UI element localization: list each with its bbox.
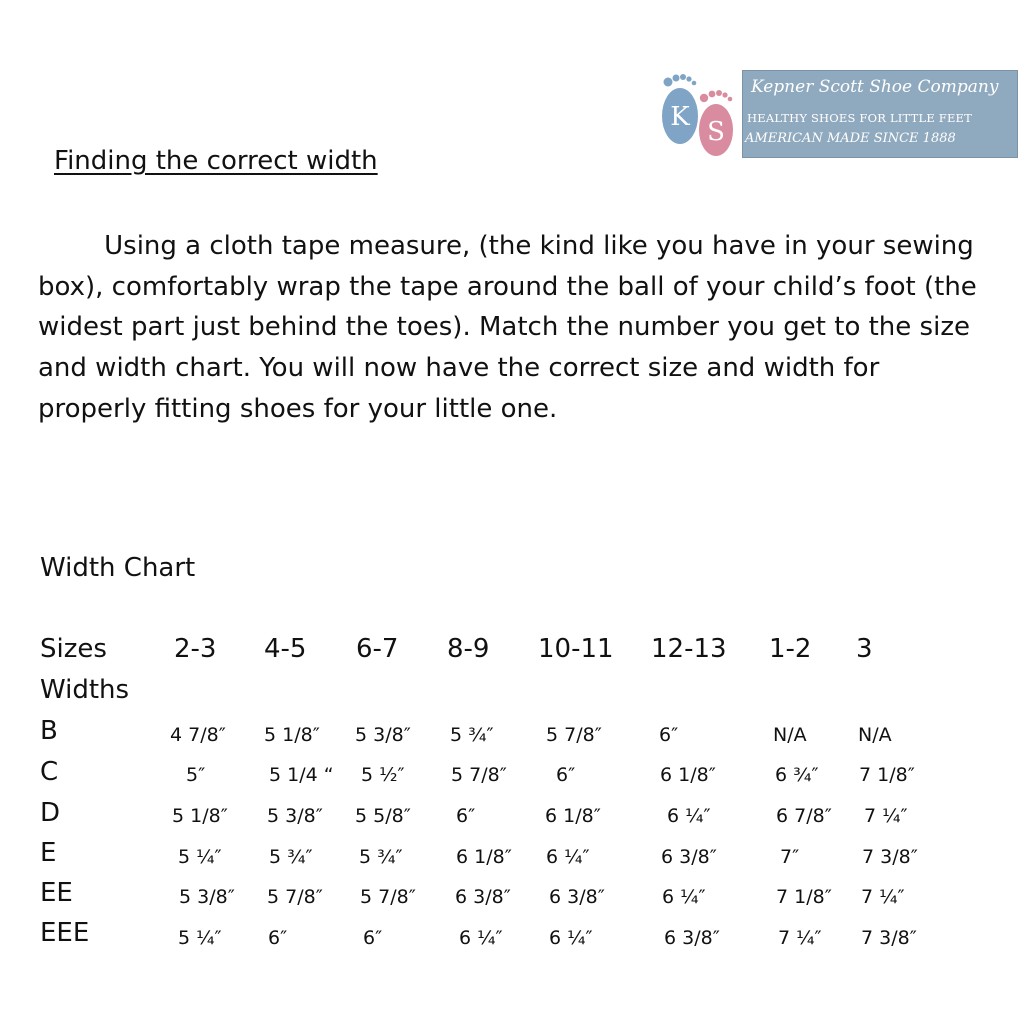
width-cell: 6 ¼″	[667, 805, 711, 827]
width-cell: 6 ¼″	[549, 927, 593, 949]
width-cell: 5 ¾″	[450, 724, 494, 746]
width-cell: 6 ¾″	[775, 764, 819, 786]
size-header: 1-2	[769, 634, 812, 664]
sizes-label: Sizes	[40, 634, 107, 664]
width-cell: 7 ¼″	[778, 927, 822, 949]
width-cell: 6″	[456, 805, 476, 827]
width-cell: 7 1/8″	[859, 764, 915, 786]
company-logo	[656, 68, 1018, 160]
width-cell: 7″	[780, 846, 800, 868]
size-header: 2-3	[174, 634, 217, 664]
width-cell: 5 1/8″	[264, 724, 320, 746]
width-cell: 7 1/8″	[776, 886, 832, 908]
width-cell: 5 5/8″	[355, 805, 411, 827]
width-cell: 6 ¼″	[546, 846, 590, 868]
width-cell: 5 3/8″	[355, 724, 411, 746]
width-cell: 6 1/8″	[660, 764, 716, 786]
size-header: 12-13	[651, 634, 727, 664]
width-cell: 5 7/8″	[546, 724, 602, 746]
width-cell: 6 3/8″	[455, 886, 511, 908]
width-name: EE	[40, 878, 73, 908]
width-name: C	[40, 757, 59, 787]
width-cell: 6″	[659, 724, 679, 746]
size-header: 8-9	[447, 634, 490, 664]
width-cell: 6 3/8″	[664, 927, 720, 949]
width-cell: 6 1/8″	[545, 805, 601, 827]
width-cell: 6″	[363, 927, 383, 949]
width-cell: 6 1/8″	[456, 846, 512, 868]
width-name: E	[40, 838, 57, 868]
width-cell: 5 ¾″	[359, 846, 403, 868]
width-cell: 6 ¼″	[459, 927, 503, 949]
width-cell: 5 7/8″	[267, 886, 323, 908]
width-cell: 5 ¾″	[269, 846, 313, 868]
width-cell: 4 7/8″	[170, 724, 226, 746]
width-cell: N/A	[773, 724, 807, 746]
width-cell: 5 7/8″	[451, 764, 507, 786]
width-cell: 5 7/8″	[360, 886, 416, 908]
logo-since: AMERICAN MADE SINCE 1888	[745, 131, 956, 146]
width-cell: 7 ¼″	[861, 886, 905, 908]
size-header: 10-11	[538, 634, 614, 664]
instructions-paragraph	[38, 226, 1024, 430]
baby-feet-icon	[656, 68, 740, 160]
paragraph-line: widest part just behind the toes). Match the number you get to the size	[38, 312, 970, 343]
page-heading: Finding the correct width	[54, 146, 378, 176]
width-name: EEE	[40, 918, 90, 948]
width-cell: 5″	[186, 764, 206, 786]
width-cell: 5 1/4 “	[269, 764, 334, 786]
width-cell: 5 1/8″	[172, 805, 228, 827]
width-chart-title: Width Chart	[40, 553, 196, 583]
logo-initial-s: S	[707, 117, 725, 147]
width-cell: 5 3/8″	[267, 805, 323, 827]
width-cell: 6 ¼″	[662, 886, 706, 908]
paragraph-line: and width chart. You will now have the correct size and width for	[38, 353, 880, 384]
width-cell: 5 ¼″	[178, 927, 222, 949]
size-header: 3	[856, 634, 873, 664]
width-cell: 6 3/8″	[661, 846, 717, 868]
logo-initial-k: K	[670, 102, 690, 132]
size-header: 4-5	[264, 634, 307, 664]
logo-company-name: Kepner Scott Shoe Company	[751, 77, 999, 97]
size-header: 6-7	[356, 634, 399, 664]
width-cell: 6″	[268, 927, 288, 949]
widths-label: Widths	[40, 675, 130, 705]
width-cell: 7 3/8″	[861, 927, 917, 949]
width-cell: N/A	[858, 724, 892, 746]
width-cell: 6″	[556, 764, 576, 786]
paragraph-line: properly fitting shoes for your little one.	[38, 393, 558, 424]
width-cell: 7 3/8″	[862, 846, 918, 868]
width-cell: 5 3/8″	[179, 886, 235, 908]
paragraph-line: Using a cloth tape measure, (the kind like you have in your sewing	[38, 231, 974, 261]
width-cell: 6 7/8″	[776, 805, 832, 827]
width-cell: 7 ¼″	[864, 805, 908, 827]
width-name: D	[40, 798, 61, 828]
width-cell: 6 3/8″	[549, 886, 605, 908]
logo-banner	[742, 70, 1018, 158]
width-cell: 5 ½″	[361, 764, 405, 786]
logo-tagline: HEALTHY SHOES FOR LITTLE FEET	[747, 111, 973, 125]
paragraph-line: box), comfortably wrap the tape around the ball of your child’s foot (the	[38, 271, 977, 302]
width-cell: 5 ¼″	[178, 846, 222, 868]
width-name: B	[40, 716, 58, 746]
